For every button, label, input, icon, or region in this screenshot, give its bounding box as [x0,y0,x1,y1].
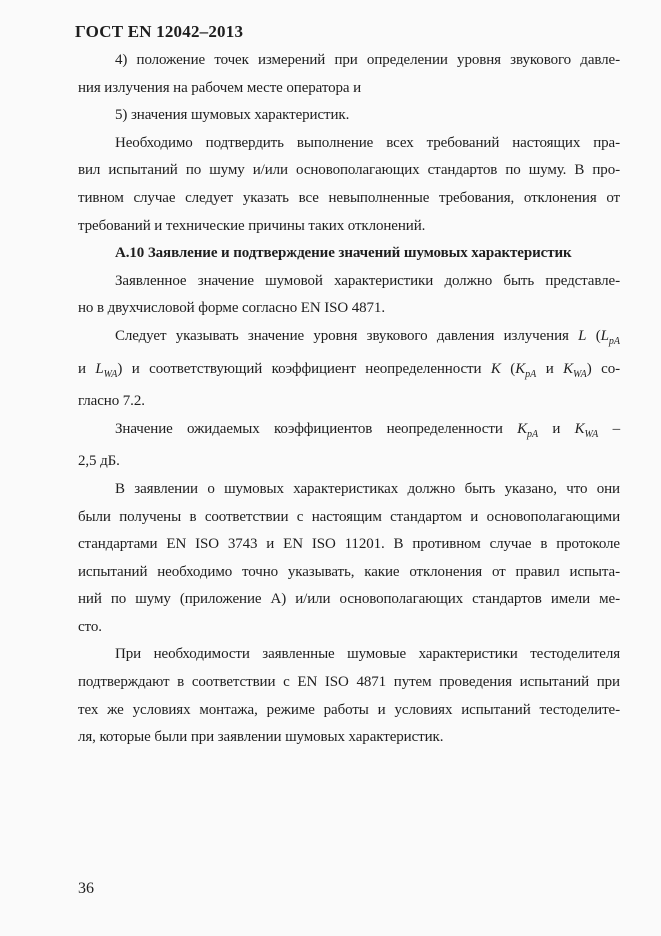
text-run: 2,5 дБ. [78,453,120,470]
text-line [78,531,620,559]
formula-symbol: pA [526,428,539,440]
text-line [78,476,620,504]
text-run: вил испытаний по шуму и/или основополагающих стандартов по шуму. В про- [78,162,620,179]
formula-symbol: WA [103,368,118,380]
text-run: испытаний необходимо точно указывать, какие отклонения от правил испыта- [78,563,620,580]
text-line [78,724,620,752]
text-run: и [78,360,96,377]
text-run: требований и технические причины таких отклонений. [78,217,426,234]
text-line [78,448,620,476]
formula-symbol: pA [608,335,620,347]
text-line [78,697,620,725]
text-run: ния излучения на рабочем месте оператора и [78,79,362,96]
text-run: стандартами EN ISO 3743 и EN ISO 11201. В противном случае в протоколе [78,536,620,553]
text-line [78,157,620,185]
text-run: ля, которые были при заявлении шумовых характеристик. [78,729,444,746]
text-line [78,504,620,532]
text-line [78,102,620,130]
text-run: гласно 7.2. [78,393,145,410]
text-run: А.10 Заявление и подтверждение значений шумовых характеристик [115,245,572,262]
text-line [78,268,620,296]
text-run: тивном случае следует указать все невыполненные требования, отклонения от [78,189,620,206]
text-line [78,641,620,669]
formula-symbol: L [578,327,587,344]
text-run: ) со- [586,360,620,377]
formula-symbol: L [600,327,609,344]
text-run: – [598,420,620,437]
text-run: сто. [78,618,102,635]
formula-symbol: K [563,360,574,377]
text-run: были получены в соответствии с настоящим стандартом и основополагающими [78,508,620,525]
text-run: Заявленное значение шумовой характеристики должно быть представле- [115,272,620,289]
formula-symbol: pA [525,368,537,380]
text-line [78,75,620,103]
formula-symbol: K [490,360,501,377]
text-run: ний по шуму (приложение А) и/или основополагающих стандартов имели ме- [78,591,620,608]
text-line [78,323,620,356]
text-line [78,559,620,587]
text-run: и [536,360,564,377]
text-run: ( [500,360,516,377]
text-line [78,295,620,323]
text-line [78,185,620,213]
text-run: Значение ожидаемых коэффициентов неопределенности [115,420,518,437]
text-line [78,213,620,241]
text-line [78,388,620,416]
text-run: тех же условиях монтажа, режиме работы и условиях испытаний тестоделите- [78,701,620,718]
text-run: Необходимо подтвердить выполнение всех требований настоящих пра- [115,134,620,151]
text-line [78,356,620,389]
formula-symbol: K [517,420,527,437]
formula-symbol: WA [584,428,599,440]
formula-symbol: L [95,360,104,377]
text-run: В заявлении о шумовых характеристиках должно быть указано, что они [115,480,620,497]
text-run: подтверждают в соответствии с EN ISO 4871 путем проведения испытаний при [78,674,620,691]
document-title: ГОСТ EN 12042–2013 [75,22,244,41]
formula-symbol: WA [573,368,587,380]
text-line [78,586,620,614]
document-body [78,47,620,752]
text-line [78,669,620,697]
formula-symbol: K [515,360,526,377]
text-line [78,130,620,158]
page-number: 36 [78,880,94,897]
formula-symbol: K [574,420,585,437]
text-run: 4) положение точек измерений при определении уровня звукового давле- [115,52,620,68]
text-run: но в двухчисловой форме согласно EN ISO 4871. [78,300,385,317]
section-heading [78,240,620,268]
text-run: Следует указывать значение уровня звукового давления излучения [115,327,579,344]
text-line [78,47,620,75]
text-run: и [538,420,575,437]
text-line [78,416,620,449]
text-line [78,614,620,642]
text-run: При необходимости заявленные шумовые характеристики тестоделителя [115,646,620,663]
text-run: ( [586,327,601,344]
text-run: 5) значения шумовых характеристик. [115,107,350,124]
text-run: ) и соответствующий коэффициент неопределенности [117,360,491,377]
